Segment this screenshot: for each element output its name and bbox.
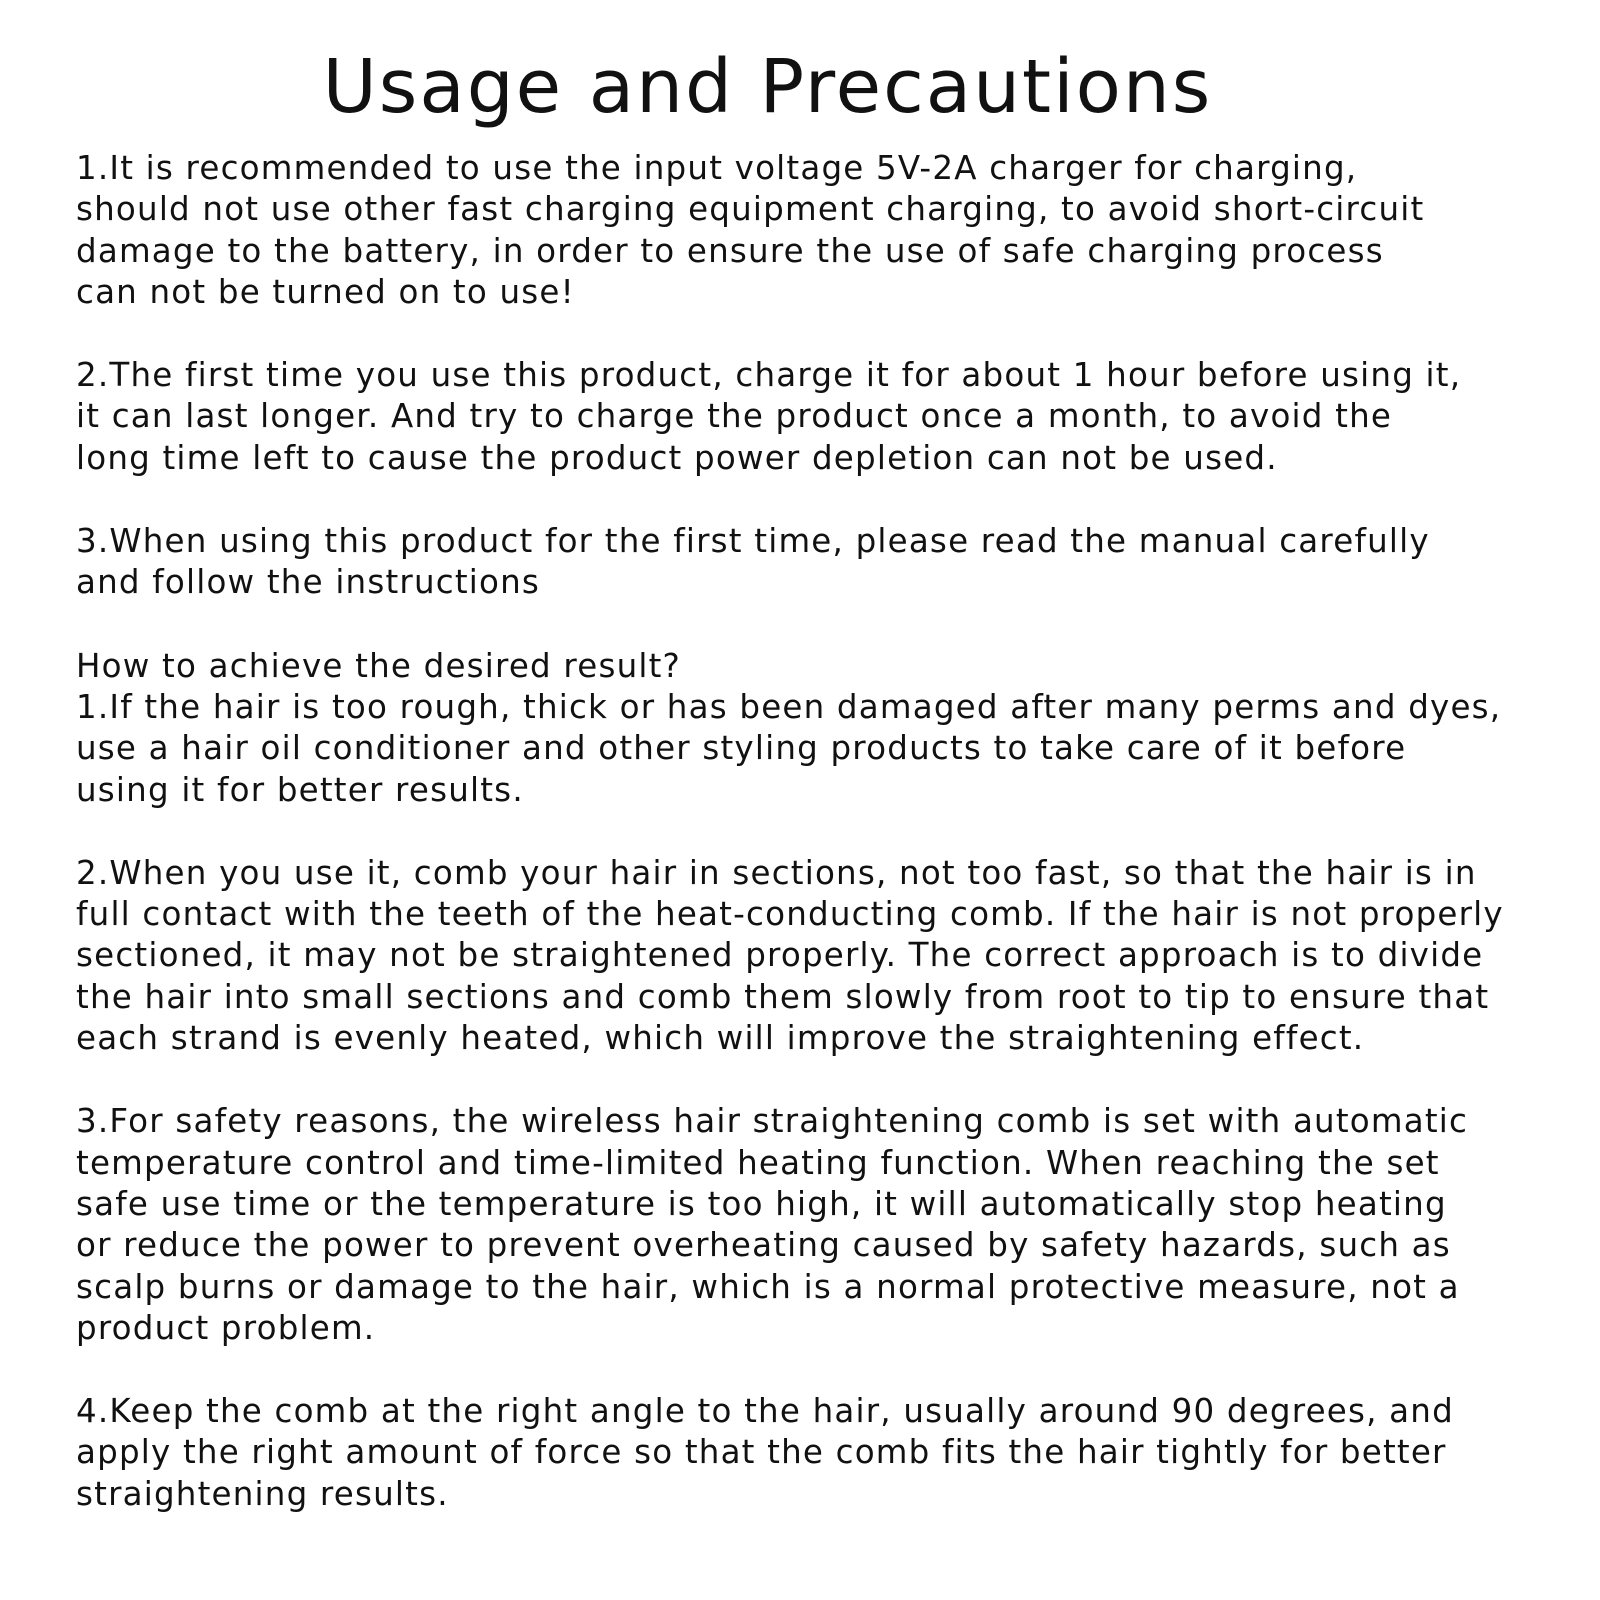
text-line: each strand is evenly heated, which will improve the straightening effect. — [76, 1019, 1365, 1058]
section-heading: How to achieve the desired result? — [76, 646, 682, 685]
usage-item-1 — [76, 148, 1596, 313]
text-line: temperature control and time-limited heating function. When reaching the set — [76, 1143, 1440, 1182]
text-line: 3.For safety reasons, the wireless hair straightening comb is set with automatic — [76, 1102, 1469, 1141]
result-heading-block — [76, 646, 1596, 687]
text-line: scalp burns or damage to the hair, which is a normal protective measure, not a — [76, 1267, 1460, 1306]
text-line: or reduce the power to prevent overheating caused by safety hazards, such as — [76, 1226, 1451, 1265]
text-line: 3.When using this product for the first time, please read the manual carefully — [76, 522, 1430, 561]
text-line: safe use time or the temperature is too high, it will automatically stop heating — [76, 1184, 1447, 1223]
text-line: product problem. — [76, 1308, 376, 1347]
text-line: 1.If the hair is too rough, thick or has been damaged after many perms and dyes, — [76, 687, 1502, 726]
usage-item-2 — [76, 355, 1596, 479]
text-line: use a hair oil conditioner and other styling products to take care of it before — [76, 729, 1407, 768]
text-line: straightening results. — [76, 1474, 449, 1513]
result-item-1 — [76, 687, 1596, 811]
text-line: the hair into small sections and comb them slowly from root to tip to ensure that — [76, 977, 1490, 1016]
usage-item-3 — [76, 521, 1596, 604]
text-line: it can last longer. And try to charge the product once a month, to avoid the — [76, 397, 1393, 436]
instruction-body — [76, 148, 1596, 1515]
text-line: long time left to cause the product power depletion can not be used. — [76, 438, 1278, 477]
text-line: 1.It is recommended to use the input voltage 5V-2A charger for charging, — [76, 149, 1358, 187]
text-line: 4.Keep the comb at the right angle to the hair, usually around 90 degrees, and — [76, 1392, 1454, 1431]
text-line: and follow the instructions — [76, 563, 541, 602]
text-line: using it for better results. — [76, 770, 524, 809]
result-item-2 — [76, 853, 1596, 1059]
text-line: can not be turned on to use! — [76, 272, 575, 311]
text-line: sectioned, it may not be straightened properly. The correct approach is to divide — [76, 936, 1484, 975]
text-line: damage to the battery, in order to ensure the use of safe charging process — [76, 231, 1384, 270]
text-line: should not use other fast charging equipment charging, to avoid short-circuit — [76, 190, 1425, 229]
page-title: Usage and Precautions — [322, 44, 1213, 130]
result-item-3 — [76, 1101, 1596, 1349]
text-line: full contact with the teeth of the heat-conducting comb. If the hair is not properly — [76, 895, 1504, 934]
text-line: apply the right amount of force so that the comb fits the hair tightly for better — [76, 1433, 1447, 1472]
result-item-4 — [76, 1391, 1596, 1515]
text-line: 2.The first time you use this product, charge it for about 1 hour before using it, — [76, 356, 1462, 395]
text-line: 2.When you use it, comb your hair in sections, not too fast, so that the hair is in — [76, 853, 1477, 892]
